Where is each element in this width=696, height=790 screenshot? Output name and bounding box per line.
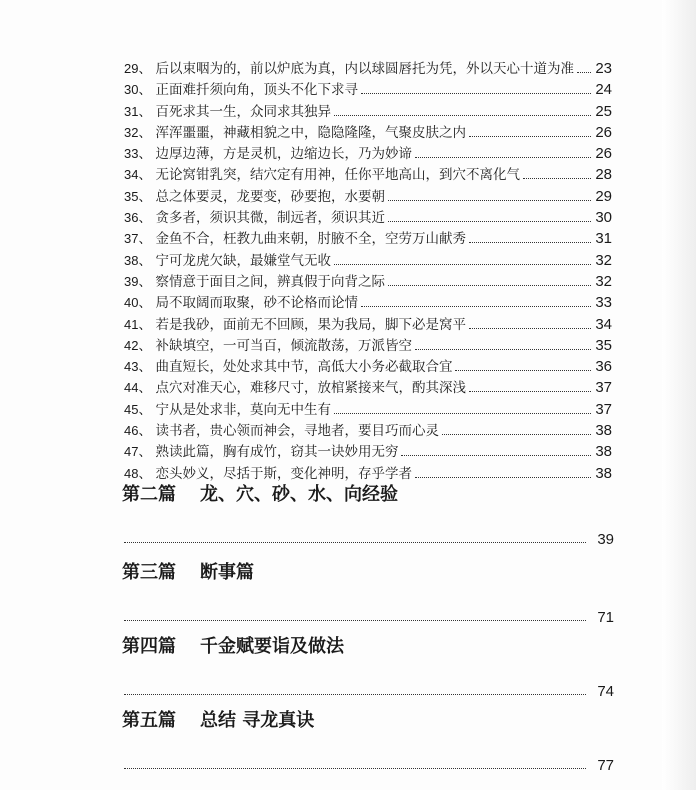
entry-number: 31、 (124, 103, 152, 119)
entry-page-number: 38 (595, 443, 612, 461)
entry-title: 百死求其一生，众同求其独异 (155, 103, 331, 120)
section-heading (122, 558, 614, 588)
entry-page-number: 33 (595, 294, 612, 312)
entry-number: 41、 (124, 316, 152, 332)
entry-page-number: 28 (595, 166, 612, 184)
dot-leader (415, 156, 591, 158)
entry-page-number: 25 (595, 102, 612, 120)
entry-title: 正面难扦须向角，顶头不化下求寻 (155, 82, 358, 99)
dot-leader (124, 693, 586, 695)
entry-number: 30、 (124, 82, 152, 98)
section-heading (122, 706, 614, 736)
section-title: 龙、穴、砂、水、向经验 (200, 484, 398, 505)
toc-entry[interactable] (124, 207, 612, 228)
entry-number: 29、 (124, 61, 152, 76)
dot-leader (124, 619, 586, 621)
entry-title: 浑浑噩噩，神藏相貌之中，隐隐隆隆，气聚皮肤之内 (155, 124, 466, 141)
entry-number: 35、 (124, 188, 152, 204)
toc-entry[interactable] (124, 250, 612, 271)
toc-entry[interactable] (124, 399, 612, 420)
entry-title: 熟读此篇，胸有成竹，窃其一诀妙用无穷 (155, 444, 399, 461)
entry-page-number: 26 (595, 145, 612, 163)
entry-number: 39、 (124, 273, 152, 289)
entry-page-number: 32 (595, 251, 612, 269)
entry-page-number: 38 (595, 464, 612, 482)
section-title: 断事篇 (200, 562, 254, 583)
section-page-number: 39 (597, 531, 614, 548)
entry-page-number: 32 (595, 272, 612, 290)
entry-number: 34、 (124, 167, 152, 183)
dot-leader (361, 305, 591, 307)
toc-entry[interactable] (124, 314, 612, 335)
dot-leader (361, 92, 591, 94)
dot-leader (124, 541, 586, 543)
entry-page-number: 37 (595, 379, 612, 397)
section-part-label: 第二篇 (122, 484, 176, 505)
section-heading (122, 480, 614, 510)
toc-entry[interactable] (124, 58, 612, 79)
entry-number: 43、 (124, 359, 152, 375)
section-part-label: 第四篇 (122, 636, 176, 657)
toc-section-5[interactable] (122, 706, 614, 774)
entry-title: 宁可龙虎欠缺，最嫌堂气无收 (155, 252, 331, 269)
toc-entry[interactable] (124, 101, 612, 122)
toc-entry[interactable] (124, 164, 612, 185)
entry-title: 总之体要灵，龙要变，砂要抱，水要朝 (155, 188, 385, 205)
toc-entry[interactable] (124, 228, 612, 249)
entry-title: 无论窝钳乳突，结穴定有用神，任你平地高山，到穴不离化气 (155, 167, 520, 184)
dot-leader (469, 241, 591, 243)
entry-number: 44、 (124, 380, 152, 396)
toc-entry[interactable] (124, 356, 612, 377)
toc-entry[interactable] (124, 186, 612, 207)
toc-entry-list (124, 58, 612, 484)
section-part-label: 第五篇 (122, 710, 176, 731)
entry-number: 40、 (124, 295, 152, 311)
dot-leader (401, 454, 591, 456)
dot-leader (523, 177, 591, 179)
entry-title: 补缺填空，一可当百，倾流散荡，万派皆空 (155, 337, 412, 354)
dot-leader (469, 135, 591, 137)
entry-title: 边厚边薄，方是灵机，边缩边长，乃为妙谛 (155, 146, 412, 163)
dot-leader (415, 348, 591, 350)
entry-number: 47、 (124, 444, 152, 460)
entry-title: 读书者，贵心领而神会，寻地者，要目巧而心灵 (155, 423, 439, 440)
entry-number: 37、 (124, 231, 152, 247)
dot-leader (442, 433, 591, 435)
dot-leader (124, 767, 586, 769)
entry-title: 贪多者，须识其微，制远者，须识其近 (155, 210, 385, 227)
entry-title: 若是我砂，面前无不回顾，果为我局，脚下必是窝平 (155, 316, 466, 333)
entry-title: 局不取阔而取聚，砂不论格而论情 (155, 295, 358, 312)
entry-number: 45、 (124, 401, 152, 417)
dot-leader (388, 284, 591, 286)
dot-leader (577, 71, 591, 73)
entry-title: 曲直短长，处处求其中节，高低大小务必截取合宜 (155, 359, 453, 376)
section-title: 千金赋要诣及做法 (200, 636, 344, 657)
entry-page-number: 29 (595, 187, 612, 205)
toc-entry[interactable] (124, 420, 612, 441)
toc-entry[interactable] (124, 271, 612, 292)
entry-page-number: 26 (595, 123, 612, 141)
section-page-number: 71 (597, 609, 614, 626)
entry-title: 宁从是处求非，莫向无中生有 (155, 401, 331, 418)
toc-entry[interactable] (124, 292, 612, 313)
section-title: 总结 寻龙真诀 (200, 710, 315, 731)
section-page-number: 74 (597, 683, 614, 700)
entry-page-number: 37 (595, 400, 612, 418)
entry-title: 金鱼不合，枉教九曲来朝，肘腋不全，空劳万山献秀 (155, 231, 466, 248)
entry-page-number: 24 (595, 81, 612, 99)
entry-number: 38、 (124, 252, 152, 268)
section-part-label: 第三篇 (122, 562, 176, 583)
dot-leader (388, 199, 591, 201)
dot-leader (334, 263, 591, 265)
entry-number: 42、 (124, 337, 152, 353)
entry-number: 36、 (124, 210, 152, 226)
section-leader-row (122, 674, 614, 700)
toc-entry[interactable] (124, 79, 612, 100)
section-leader-row (122, 600, 614, 626)
entry-title: 恋头妙义，尽括于斯，变化神明，存乎学者 (155, 465, 412, 482)
toc-entry[interactable] (124, 122, 612, 143)
dot-leader (469, 327, 591, 329)
entry-number: 33、 (124, 146, 152, 162)
dot-leader (415, 476, 591, 478)
dot-leader (455, 369, 591, 371)
entry-title: 后以束咽为的，前以炉底为真，内以球圆唇托为凭，外以天心十道为准 (155, 61, 574, 77)
page-edge-shadow (662, 0, 696, 790)
dot-leader (388, 220, 591, 222)
toc-entry[interactable] (124, 143, 612, 164)
dot-leader (334, 114, 591, 116)
section-leader-row (122, 522, 614, 548)
entry-number: 46、 (124, 423, 152, 439)
toc-section-4[interactable] (122, 632, 614, 700)
entry-number: 48、 (124, 465, 152, 481)
toc-entry[interactable] (124, 441, 612, 462)
dot-leader (334, 412, 591, 414)
entry-page-number: 30 (595, 209, 612, 227)
entry-page-number: 34 (595, 315, 612, 333)
toc-entry[interactable] (124, 377, 612, 398)
entry-page-number: 38 (595, 422, 612, 440)
dot-leader (469, 390, 591, 392)
entry-title: 点穴对准天心，难移尺寸，放棺紧接来气，酌其深浅 (155, 380, 466, 397)
section-leader-row (122, 748, 614, 774)
toc-entry[interactable] (124, 335, 612, 356)
entry-page-number: 23 (595, 60, 612, 77)
entry-page-number: 31 (595, 230, 612, 248)
toc-section-2[interactable] (122, 480, 614, 548)
section-heading (122, 632, 614, 662)
entry-number: 32、 (124, 124, 152, 140)
toc-section-3[interactable] (122, 558, 614, 626)
entry-page-number: 35 (595, 336, 612, 354)
section-page-number: 77 (597, 757, 614, 774)
entry-title: 察情意于面目之间，辨真假于向背之际 (155, 273, 385, 290)
entry-page-number: 36 (595, 358, 612, 376)
